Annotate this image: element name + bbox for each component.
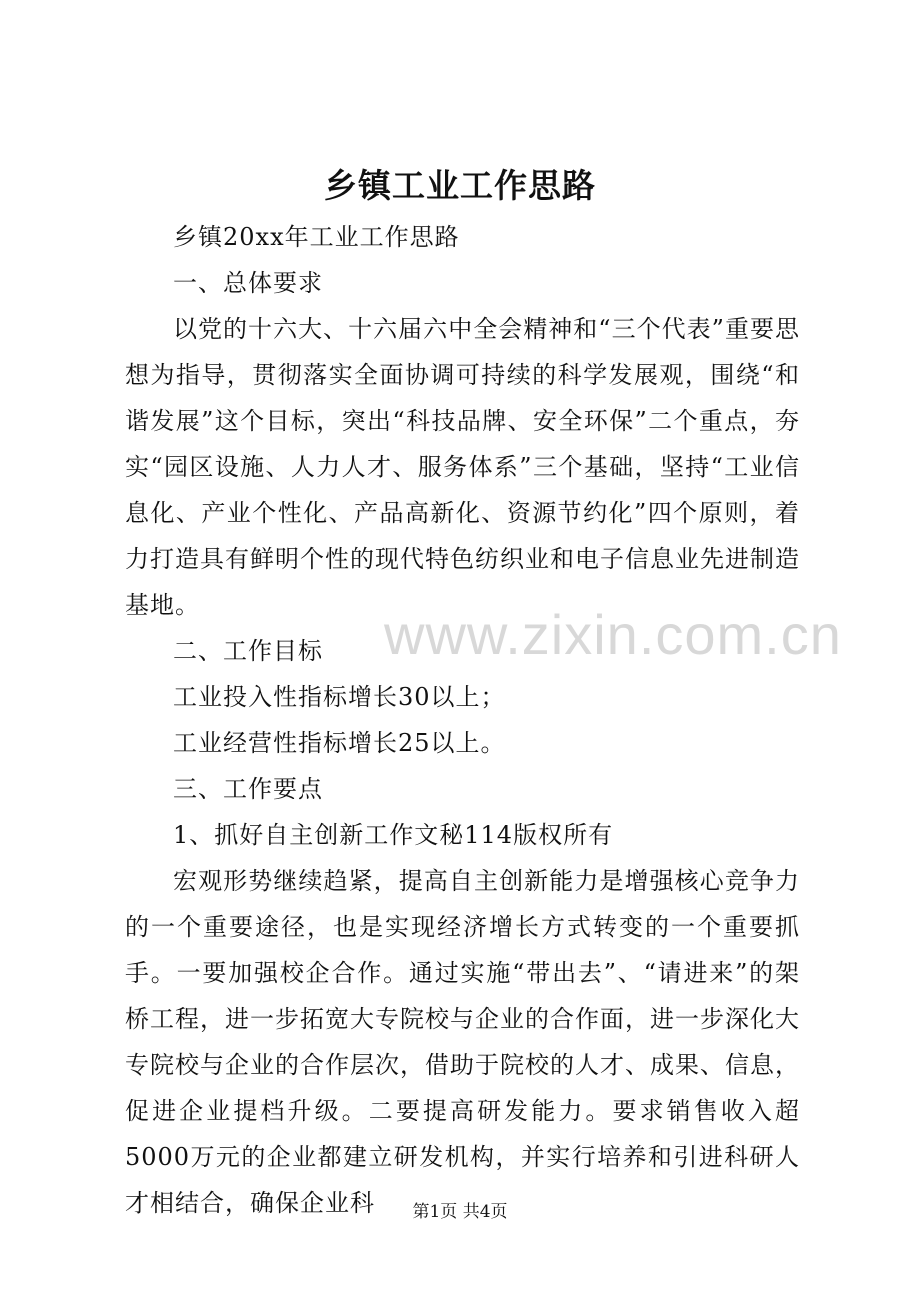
document-body — [125, 214, 800, 1226]
section-heading-1: 一、总体要求 — [173, 269, 323, 297]
subsection-heading-1: 1、抓好自主创新工作文秘114版权所有 — [173, 821, 614, 849]
page-footer: 第1页 共4页 — [412, 1202, 508, 1222]
watermark: www.zixin.com.cn — [384, 603, 842, 666]
body-paragraph: 宏观形势继续趋紧，提高自主创新能力是增强核心竞争力的一个重要途径，也是实现经济增长方式转变的一个重要抓手。一要加强校企合作。通过实施“带出去”、“请进来”的架桥工程，进一步拓宽大专院校与企业的合作面，进一步深化大专院校与企业的合作层次，借助于院校的人才、成果、信息，促进企业提档升级。二要提高研发能力。要求销售收入超5000万元的企业都建立研发机构，并实行培养和引进科研人才相结合，确保企业科 — [125, 867, 800, 1217]
body-paragraph: 以党的十六大、十六届六中全会精神和“三个代表”重要思想为指导，贯彻落实全面协调可持续的科学发展观，围绕“和谐发展”这个目标，突出“科技品牌、安全环保”二个重点，夯实“园区设施、人力人才、服务体系”三个基础，坚持“工业信息化、产业个性化、产品高新化、资源节约化”四个原则，着力打造具有鲜明个性的现代特色纺织业和电子信息业先进制造基地。 — [125, 315, 800, 619]
goal-item-1: 工业投入性指标增长30以上； — [173, 683, 506, 711]
subtitle-paragraph: 乡镇20xx年工业工作思路 — [173, 223, 460, 251]
page-title: 乡镇工业工作思路 — [324, 166, 596, 205]
goal-item-2: 工业经营性指标增长25以上。 — [173, 729, 506, 757]
section-heading-3: 三、工作要点 — [173, 775, 323, 803]
section-heading-2: 二、工作目标 — [173, 637, 323, 665]
